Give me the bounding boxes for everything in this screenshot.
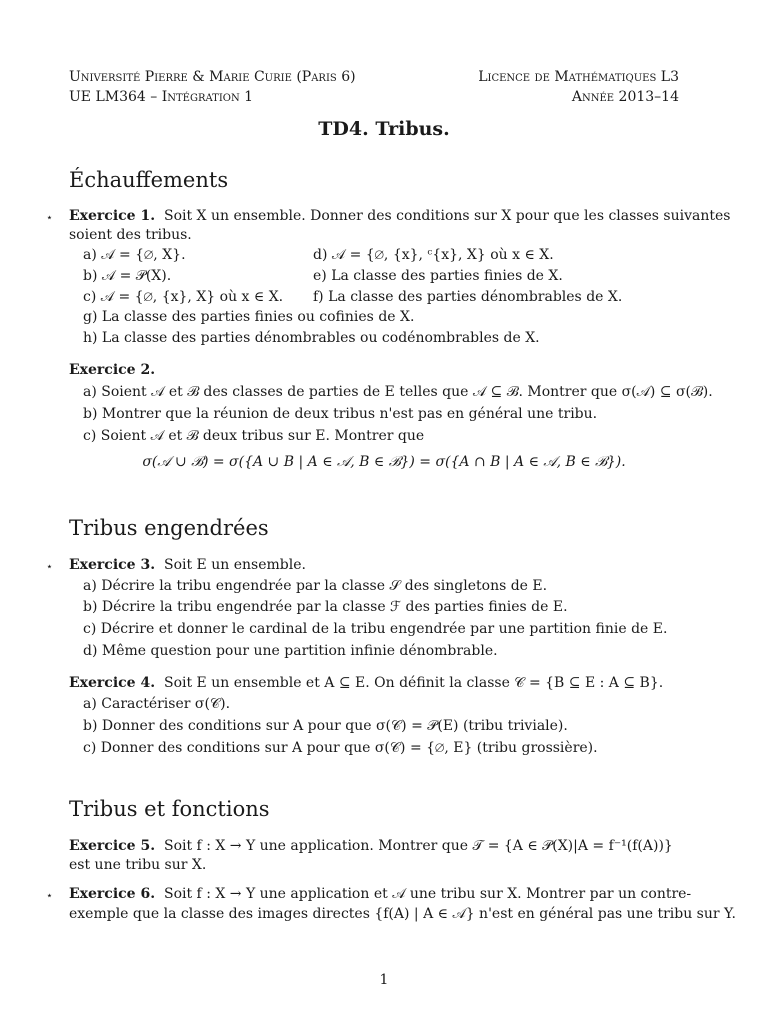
exercise-6-statement	[69, 885, 691, 903]
star-icon: ⋆	[46, 211, 53, 224]
exercise-5-statement	[69, 837, 673, 855]
exercise-1-item-h: h) La classe des parties dénombrables ou codénombrables de X.	[83, 330, 540, 346]
exercise-1-item-e: e) La classe des parties finies de X.	[313, 268, 563, 284]
exercise-2-item-b: b) Montrer que la réunion de deux tribus n'est pas en général une tribu.	[83, 406, 598, 422]
page-number: 1	[379, 972, 389, 988]
exercise-4-item-c: c) Donner des conditions sur A pour que σ(𝒞) = {∅, E} (tribu grossière).	[83, 740, 598, 756]
exercise-1-item-f: f) La classe des parties dénombrables de X.	[313, 289, 623, 305]
page-title: TD4. Tribus.	[318, 118, 450, 140]
exercise-1-text: Soit X un ensemble. Donner des conditions sur X pour que les classes suivantes	[163, 208, 731, 224]
exercise-1-text-continued: soient des tribus.	[69, 227, 192, 243]
section-heading-tribus-engendrees: Tribus engendrées	[69, 516, 269, 540]
star-icon: ⋆	[46, 560, 53, 573]
exercise-6-text-continued: exemple que la classe des images directes {f(A) | A ∈ 𝒜} n'est en général pas une tribu sur Y.	[69, 906, 736, 922]
exercise-1-item-c: c) 𝒜 = {∅, {x}, X} où x ∈ X.	[83, 289, 284, 305]
exercise-1-heading: Exercice 1.	[69, 208, 156, 224]
exercise-5-text-continued: est une tribu sur X.	[69, 857, 207, 873]
exercise-2-formula: σ(𝒜 ∪ ℬ) = σ({A ∪ B | A ∈ 𝒜, B ∈ ℬ}) = σ({A ∩ B | A ∈ 𝒜, B ∈ ℬ}).	[142, 454, 626, 470]
exercise-6-text: Soit f : X → Y une application et 𝒜 une tribu sur X. Montrer par un contre-	[163, 886, 692, 902]
exercise-3-item-a: a) Décrire la tribu engendrée par la classe 𝒮 des singletons de E.	[83, 578, 548, 594]
exercise-3-statement	[69, 556, 306, 574]
header-degree: Licence de Mathématiques L3	[478, 69, 679, 85]
exercise-3-item-c: c) Décrire et donner le cardinal de la tribu engendrée par une partition finie de E.	[83, 621, 668, 637]
exercise-6-heading: Exercice 6.	[69, 886, 156, 902]
exercise-3-item-d: d) Même question pour une partition infinie dénombrable.	[83, 643, 498, 659]
exercise-1-item-d: d) 𝒜 = {∅, {x}, ᶜ{x}, X} où x ∈ X.	[313, 247, 554, 263]
exercise-5-text: Soit f : X → Y une application. Montrer que 𝒯 = {A ∈ 𝒫(X)|A = f⁻¹(f(A))}	[163, 838, 673, 854]
exercise-3-item-b: b) Décrire la tribu engendrée par la classe ℱ des parties finies de E.	[83, 599, 568, 615]
exercise-3-text: Soit E un ensemble.	[163, 557, 306, 573]
section-heading-echauffements: Échauffements	[69, 168, 229, 192]
exercise-4-statement	[69, 674, 663, 692]
header-university: Université Pierre & Marie Curie (Paris 6)	[69, 69, 356, 85]
exercise-3-heading: Exercice 3.	[69, 557, 156, 573]
star-icon: ⋆	[46, 889, 53, 902]
exercise-4-item-b: b) Donner des conditions sur A pour que σ(𝒞) = 𝒫(E) (tribu triviale).	[83, 718, 568, 734]
header-course: UE LM364 – Intégration 1	[69, 89, 254, 105]
exercise-1-item-g: g) La classe des parties finies ou cofinies de X.	[83, 309, 415, 325]
exercise-5-heading: Exercice 5.	[69, 838, 156, 854]
exercise-2-heading: Exercice 2.	[69, 362, 156, 378]
exercise-1-item-a: a) 𝒜 = {∅, X}.	[83, 247, 186, 263]
section-heading-tribus-et-fonctions: Tribus et fonctions	[69, 797, 270, 821]
exercise-2-item-c: c) Soient 𝒜 et ℬ deux tribus sur E. Montrer que	[83, 428, 425, 444]
header-year: Année 2013–14	[571, 89, 679, 105]
exercise-1-item-b: b) 𝒜 = 𝒫(X).	[83, 268, 172, 284]
exercise-4-heading: Exercice 4.	[69, 675, 156, 691]
exercise-2-item-a: a) Soient 𝒜 et ℬ des classes de parties de E telles que 𝒜 ⊆ ℬ. Montrer que σ(𝒜) ⊆ σ(ℬ).	[83, 384, 713, 400]
exercise-4-text: Soit E un ensemble et A ⊆ E. On définit la classe 𝒞 = {B ⊆ E : A ⊆ B}.	[163, 675, 664, 691]
exercise-1-statement	[69, 207, 730, 225]
exercise-4-item-a: a) Caractériser σ(𝒞).	[83, 696, 231, 712]
